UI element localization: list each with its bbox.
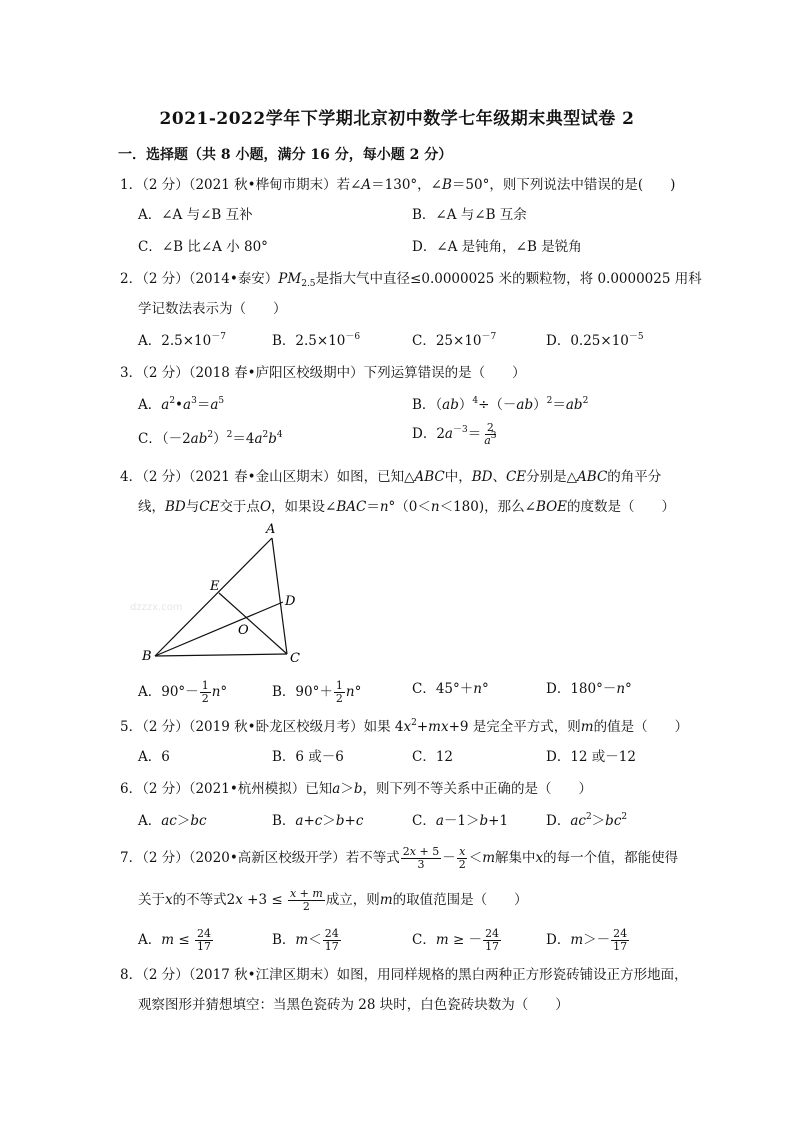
question-7-option-b: B．m＜ $\frac{24}{17}$ xyxy=(272,927,339,953)
question-3-option-b: B．$(ab)^4\div(-ab)^2=ab^2$ xyxy=(412,396,589,413)
segment-ce xyxy=(219,593,287,654)
question-5-stem: 5．（2 分）（2019 秋•卧龙区校级月考）如果 $4x^2+mx+9$ 是完全平方式，则m的值是（ ） xyxy=(120,718,689,735)
question-5-option-a: A．6 xyxy=(138,749,170,765)
figure-watermark: dzzzx.com xyxy=(130,602,183,613)
question-4-option-b: B．90°＋ $\frac{1}{2}$ n° xyxy=(272,679,362,705)
question-1-option-c: C．∠B 比∠A 小 80° xyxy=(138,239,268,255)
point-d-label: D xyxy=(285,594,296,609)
question-3-stem: 3．（2 分）（2018 春•庐阳区校级期中）下列运算错误的是（ ） xyxy=(120,365,526,381)
question-7-option-c: C．m ≥ － $\frac{24}{17}$ xyxy=(412,927,500,953)
question-2-stem-line1: 2．（2 分）（2014•泰安）$PM_{2.5}$是指大气中直径≤0.0000025 米的颗粒物，将 0.0000025 用科 xyxy=(120,271,702,289)
question-5-option-c: C．12 xyxy=(412,749,454,765)
question-6-option-a: A．ac＞bc xyxy=(138,813,207,829)
question-8-stem-line2: 观察图形并猜想填空：当黑色瓷砖为 28 块时，白色瓷砖块数为（ ） xyxy=(138,997,569,1013)
question-4-stem-line1: 4．（2 分）（2021 春•金山区期末）如图，已知△ABC中，BD、CE分别是△ABC的角平分 xyxy=(120,469,662,485)
point-o-label: O xyxy=(238,623,249,638)
question-6-option-d: D．$ac^2>bc^2$ xyxy=(546,812,628,829)
question-4-option-c: C．45°＋n° xyxy=(412,681,489,697)
exam-title: 2021-2022学年下学期北京初中数学七年级期末典型试卷 2 xyxy=(159,109,635,129)
question-7-option-a: A．m ≤ $\frac{24}{17}$ xyxy=(138,927,211,953)
section-heading: 一．选择题（共 8 小题，满分 16 分，每小题 2 分） xyxy=(118,147,453,163)
question-2-option-c: C．$25\times 10^{-7}$ xyxy=(412,332,497,349)
vertex-c-label: C xyxy=(290,651,300,666)
question-6-option-c: C．a－1＞b+1 xyxy=(412,813,509,829)
vertex-b-label: B xyxy=(142,649,152,664)
question-3-option-d: D．$2a^{-3}=$ $\frac{2}{a^3}$ xyxy=(412,421,497,447)
vertex-a-label: A xyxy=(266,522,276,537)
question-3-option-a: A．$a^2•a^3=a^5$ xyxy=(138,396,225,413)
question-1-stem: 1．（2 分）（2021 秋•桦甸市期末）若∠A＝130°，∠B＝50°，则下列说法中错误的是( ) xyxy=(120,177,676,193)
question-2-option-d: D．$0.25\times 10^{-5}$ xyxy=(546,332,644,349)
question-3-option-c: C．$(-2ab^2)^2=4a^2b^4$ xyxy=(138,430,283,447)
question-1-option-d: D．∠A 是钝角，∠B 是锐角 xyxy=(412,239,582,255)
question-4-option-d: D．180°－n° xyxy=(546,681,632,697)
question-6-stem: 6．（2 分）（2021•杭州模拟）已知a＞b，则下列不等关系中正确的是（ ） xyxy=(120,781,593,797)
question-2-option-a: A．$2.5\times 10^{-7}$ xyxy=(138,332,226,349)
question-2-option-b: B．$2.5\times 10^{-6}$ xyxy=(272,332,361,349)
point-e-label: E xyxy=(210,579,220,594)
question-5-option-b: B．6 或－6 xyxy=(272,749,344,765)
question-1-option-b: B．∠A 与∠B 互余 xyxy=(412,207,527,223)
question-8-stem-line1: 8．（2 分）（2017 秋•江津区期末）如图，用同样规格的黑白两种正方形瓷砖铺设正方形地面， xyxy=(120,967,688,983)
question-4-option-a: A．90°－ $\frac{1}{2}$ n° xyxy=(138,679,228,705)
side-bc xyxy=(155,654,287,656)
question-2-stem-line2: 学记数法表示为（ ） xyxy=(138,301,287,317)
side-ab xyxy=(155,538,272,656)
question-7-stem-line1: 7．（2 分）（2020•高新区校级开学）若不等式 $\frac{2x + 5}{3}$ － $\frac{x}{2}$ ＜m解集中x的每一个值，都能使得 xyxy=(120,845,679,871)
question-5-option-d: D．12 或－12 xyxy=(546,749,636,765)
question-7-option-d: D．m＞－ $\frac{24}{17}$ xyxy=(546,927,628,953)
question-1-option-a: A．∠A 与∠B 互补 xyxy=(138,207,253,223)
question-7-stem-line2: 关于x的不等式2x +3 ≤ $\frac{x + m}{2}$ 成立，则m的取值范围是（ ） xyxy=(138,887,528,913)
question-4-stem-line2: 线，BD与CE交于点O，如果设∠BAC＝n°（0＜n＜180)，那么∠BOE的度数是（ ） xyxy=(138,499,676,515)
triangle-figure xyxy=(130,520,310,670)
question-6-option-b: B．a+c＞b+c xyxy=(272,813,364,829)
